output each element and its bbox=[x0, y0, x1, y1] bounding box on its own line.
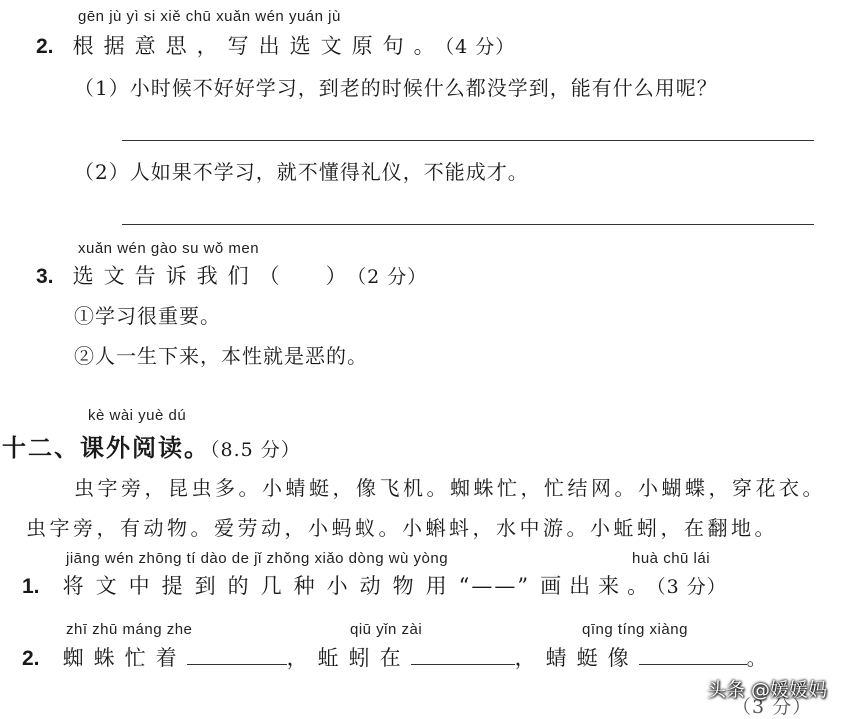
q2-pinyin: gēn jù yì si xiě chū xuǎn wén yuán jù bbox=[78, 8, 341, 25]
section12-score: （8.5 分） bbox=[210, 439, 301, 461]
section12-title: 十二、课外阅读。 bbox=[2, 433, 210, 462]
passage-line-2: 虫字旁，有动物。爱劳动，小蚂蚁。小蝌蚪，水中游。小蚯蚓，在翻地。 bbox=[26, 516, 778, 540]
q2-sub2: （2）人如果不学习，就不懂得礼仪，不能成才。 bbox=[74, 160, 529, 184]
q2-number: 2. bbox=[36, 35, 54, 58]
q3-heading bbox=[36, 260, 427, 290]
r2-blank-b[interactable] bbox=[411, 664, 515, 665]
watermark: 头条 @媛媛妈 bbox=[706, 679, 827, 701]
q2-sub2-answer-line[interactable] bbox=[122, 224, 814, 225]
r1-heading bbox=[22, 570, 727, 600]
r2-line bbox=[22, 642, 767, 672]
r1-quote: “——” bbox=[458, 574, 531, 598]
r2-part-c: ，蜻蜓像 bbox=[514, 646, 639, 670]
r2-end: 。 bbox=[746, 646, 767, 670]
r1-title: 将文中提到的几种小动物用 bbox=[62, 574, 459, 598]
passage-line-1: 虫字旁，昆虫多。小蜻蜓，像飞机。蜘蛛忙，忙结网。小蝴蝶，穿花衣。 bbox=[74, 476, 826, 500]
r2-pinyin-b: qiū yǐn zài bbox=[350, 621, 423, 638]
q3-number: 3. bbox=[36, 265, 54, 288]
q2-score: （4 分） bbox=[444, 36, 516, 58]
r2-part-a: 蜘蛛忙着 bbox=[62, 646, 187, 670]
q2-heading bbox=[36, 30, 515, 60]
q3-option-2: ②人一生下来，本性就是恶的。 bbox=[74, 344, 368, 368]
q3-option-1: ①学习很重要。 bbox=[74, 304, 221, 328]
r2-pinyin-a: zhī zhū máng zhe bbox=[66, 621, 193, 638]
q2-sub1: （1）小时候不好好学习，到老的时候什么都没学到，能有什么用呢？ bbox=[74, 76, 718, 100]
q3-title: 选文告诉我们（ bbox=[72, 264, 290, 288]
r1-title-end: 画出来。 bbox=[540, 574, 657, 598]
section12-heading bbox=[2, 428, 301, 463]
r2-blank-a[interactable] bbox=[187, 664, 287, 665]
section12-pinyin: kè wài yuè dú bbox=[88, 407, 187, 424]
r1-number: 1. bbox=[22, 575, 40, 598]
r2-blank-c[interactable] bbox=[639, 664, 747, 665]
r1-pinyin-right: huà chū lái bbox=[632, 550, 711, 567]
q2-title: 根据意思，写出选文原句。 bbox=[72, 34, 445, 58]
q3-title-end: ） bbox=[325, 264, 357, 288]
r2-number: 2. bbox=[22, 647, 40, 670]
r2-score-partial: （3 分） bbox=[732, 696, 813, 718]
q3-pinyin: xuǎn wén gào su wǒ men bbox=[78, 240, 260, 257]
r1-score: （3 分） bbox=[656, 576, 727, 598]
q3-score: （2 分） bbox=[356, 266, 428, 288]
r1-pinyin-left: jiāng wén zhōng tí dào de jǐ zhǒng xiǎo dòng wù yòng bbox=[66, 550, 449, 567]
r2-pinyin-c: qīng tíng xiàng bbox=[582, 621, 688, 638]
q2-sub1-answer-line[interactable] bbox=[122, 140, 814, 141]
r2-part-b: ，蚯蚓在 bbox=[286, 646, 411, 670]
